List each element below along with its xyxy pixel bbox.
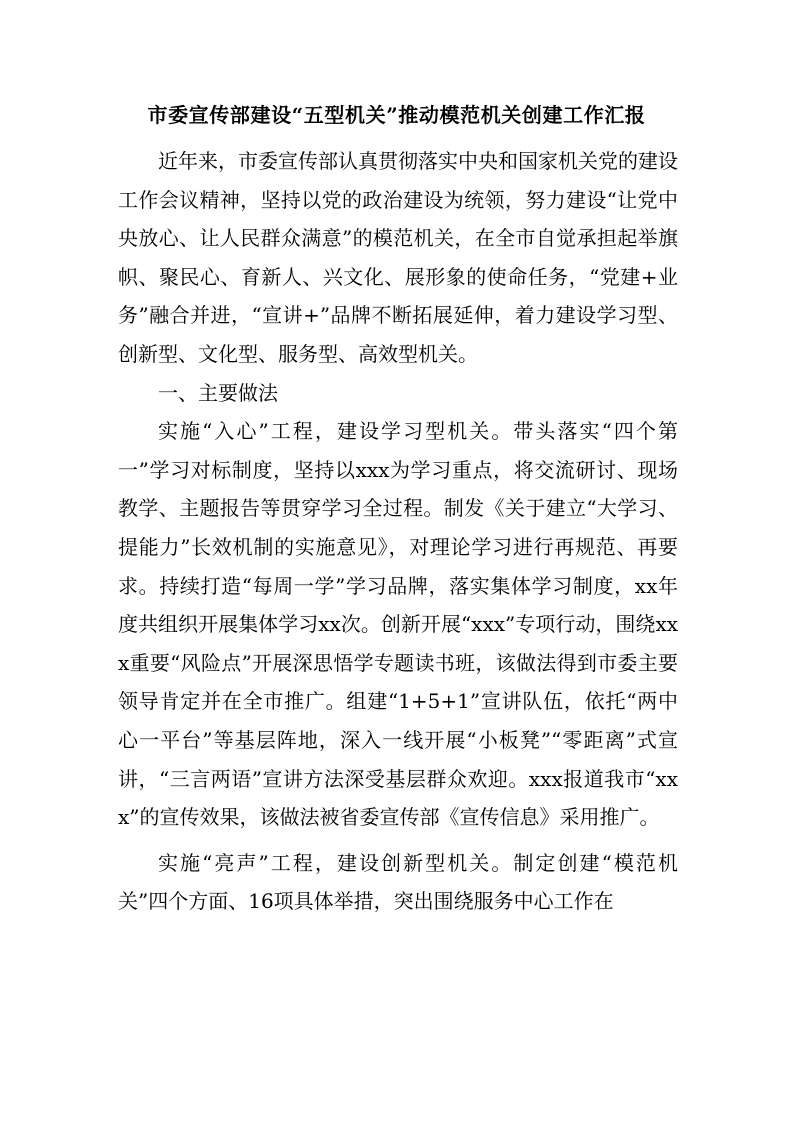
document-body xyxy=(118,142,678,921)
innovation-paragraph: 实施“亮声”工程，建设创新型机关。制定创建“模范机关”四个方面、16项具体举措，突出围绕服务中心工作在 xyxy=(118,850,678,914)
learning-paragraph: 实施“入心”工程，建设学习型机关。带头落实“四个第一”学习对标制度，坚持以xxx为学习重点，将交流研讨、现场教学、主题报告等贯穿学习全过程。制发《关于建立“大学习、提能力”长效机制的实施意见》，对理论学习进行再规范、再要求。持续打造“每周一学”学习品牌，落实集体学习制度，xx年度共组织开展集体学习xx次。创新开展“xxx”专项行动，围绕xxx重要“风险点”开展深思悟学专题读书班，该做法得到市委主要领导肯定并在全市推广。组建“1+5+1”宣讲队伍，依托“两中心一平台”等基层阵地，深入一线开展“小板凳”“零距离”式宣讲，“三言两语”宣讲方法深受基层群众欢迎。xxx报道我市“xxx”的宣传效果，该做法被省委宣传部《宣传信息》采用推广。 xyxy=(118,419,678,830)
intro-paragraph: 近年来，市委宣传部认真贯彻落实中央和国家机关党的建设工作会议精神，坚持以党的政治建设为统领，努力建设“让党中央放心、让人民群众满意”的模范机关，在全市自觉承担起举旗帜、聚民心、育新人、兴文化、展形象的使命任务，“党建+业务”融合并进，“宣讲+”品牌不断拓展延伸，着力建设学习型、创新型、文化型、服务型、高效型机关。 xyxy=(118,149,678,366)
section-heading: 一、主要做法 xyxy=(158,380,278,405)
document-title: 市委宣传部建设“五型机关”推动模范机关创建工作汇报 xyxy=(147,103,646,127)
